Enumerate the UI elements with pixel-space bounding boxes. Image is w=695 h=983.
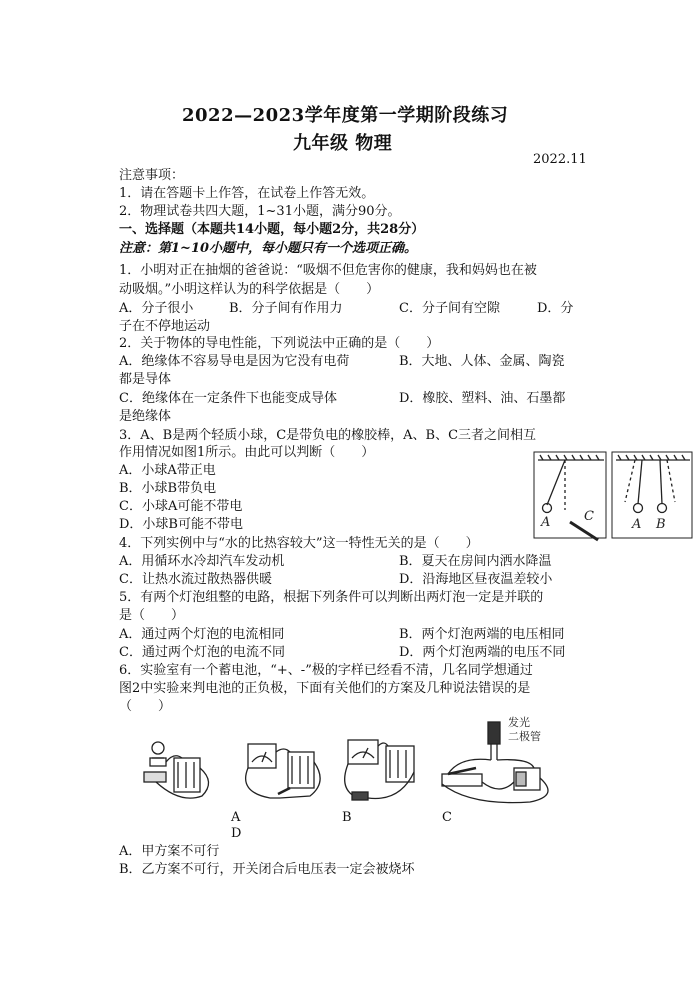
question-2-option-b: B．大地、人体、金属、陶瓷 [399, 354, 565, 369]
question-2-option-d-cont: 是绝缘体 [119, 409, 172, 424]
page-subtitle: 九年级 物理 [293, 133, 393, 154]
figure-1-label-b: B [656, 517, 666, 532]
question-1-option-a: A．分子很小 [119, 301, 194, 316]
question-5-option-c: C．通过两个灯泡的电流不同 [119, 645, 285, 660]
exam-date: 2022.11 [533, 152, 587, 167]
question-5-stem: 是（ ） [119, 608, 185, 623]
page-title: 2022—2023学年度第一学期阶段练习 [182, 105, 509, 126]
question-2-option-d: D．橡胶、塑料、油、石墨都 [399, 391, 566, 406]
question-3-option-d: D．小球B可能不带电 [119, 517, 243, 532]
figure-1-label-a: A [632, 517, 642, 532]
question-6-stem: 6．实验室有一个蓄电池，“+、-”极的字样已经看不清，几名同学想通过 [119, 663, 533, 678]
question-5-stem: 5．有两个灯泡组整的电路，根据下列条件可以判断出两灯泡一定是并联的 [119, 590, 544, 605]
question-3-option-b: B．小球B带负电 [119, 481, 217, 496]
question-1-stem: 1．小明对正在抽烟的爸爸说：“吸烟不但危害你的健康，我和妈妈也在被 [119, 263, 537, 278]
question-2-option-b-cont: 都是导体 [119, 372, 172, 387]
figure-2-label-c: C [442, 810, 452, 825]
question-1-option-c: C．分子间有空隙 [399, 301, 500, 316]
question-2-option-c: C．绝缘体在一定条件下也能变成导体 [119, 391, 337, 406]
figure-1-label-c: C [584, 509, 594, 524]
question-6-stem: 图2中实验来判电池的正负极，下面有关他们的方案及几种说法错误的是 [119, 681, 531, 696]
question-4-option-d: D．沿海地区昼夜温差较小 [399, 572, 553, 587]
question-1-stem: 动吸烟。”小明这样认为的科学依据是（ ） [119, 282, 380, 297]
section-notice: 注意：第1~10小题中，每小题只有一个选项正确。 [119, 241, 418, 256]
question-6-stem: （ ） [119, 699, 172, 714]
question-4-option-a: A．用循环水冷却汽车发动机 [119, 554, 285, 569]
figure-2-label-a: A [231, 810, 241, 825]
notes-item: 1．请在答题卡上作答，在试卷上作答无效。 [119, 186, 375, 201]
figure-1-pendulums [530, 450, 695, 542]
question-6-option-b: B．乙方案不可行，开关闭合后电压表一定会被烧坏 [119, 862, 415, 877]
notes-item: 2．物理试卷共四大题，1~31小题，满分90分。 [119, 204, 401, 219]
figure-2-circuits [130, 712, 580, 812]
question-5-option-d: D．两个灯泡两端的电压不同 [399, 645, 566, 660]
question-3-stem: 作用情况如图1所示。由此可以判断（ ） [119, 445, 375, 460]
question-4-option-b: B．夏天在房间内洒水降温 [399, 554, 552, 569]
question-1-option-d-cont: 子在不停地运动 [119, 319, 211, 334]
figure-2-label-d: D [231, 826, 242, 841]
figure-2-label-b: B [342, 810, 352, 825]
question-1-option-d: D．分 [537, 301, 574, 316]
question-6-option-a: A．甲方案不可行 [119, 844, 220, 859]
question-2-option-a: A．绝缘体不容易导电是因为它没有电荷 [119, 354, 350, 369]
notes-heading: 注意事项： [119, 168, 185, 183]
figure-2-led-label: 二极管 [508, 730, 541, 743]
question-1-option-b: B．分子间有作用力 [229, 301, 343, 316]
question-3-option-a: A．小球A带正电 [119, 463, 216, 478]
question-3-option-c: C．小球A可能不带电 [119, 499, 243, 514]
question-3-stem: 3．A、B是两个轻质小球，C是带负电的橡胶棒，A、B、C三者之间相互 [119, 428, 537, 443]
section-heading: 一、选择题（本题共14小题，每小题2分，共28分） [119, 222, 425, 237]
figure-2-led-label: 发光 [508, 716, 530, 729]
figure-1-label-a: A [541, 515, 551, 530]
question-2-stem: 2．关于物体的导电性能，下列说法中正确的是（ ） [119, 336, 440, 351]
question-4-option-c: C．让热水流过散热器供暖 [119, 572, 272, 587]
question-5-option-a: A．通过两个灯泡的电流相同 [119, 627, 285, 642]
question-4-stem: 4．下列实例中与“水的比热容较大”这一特性无关的是（ ） [119, 536, 479, 551]
question-5-option-b: B．两个灯泡两端的电压相同 [399, 627, 565, 642]
